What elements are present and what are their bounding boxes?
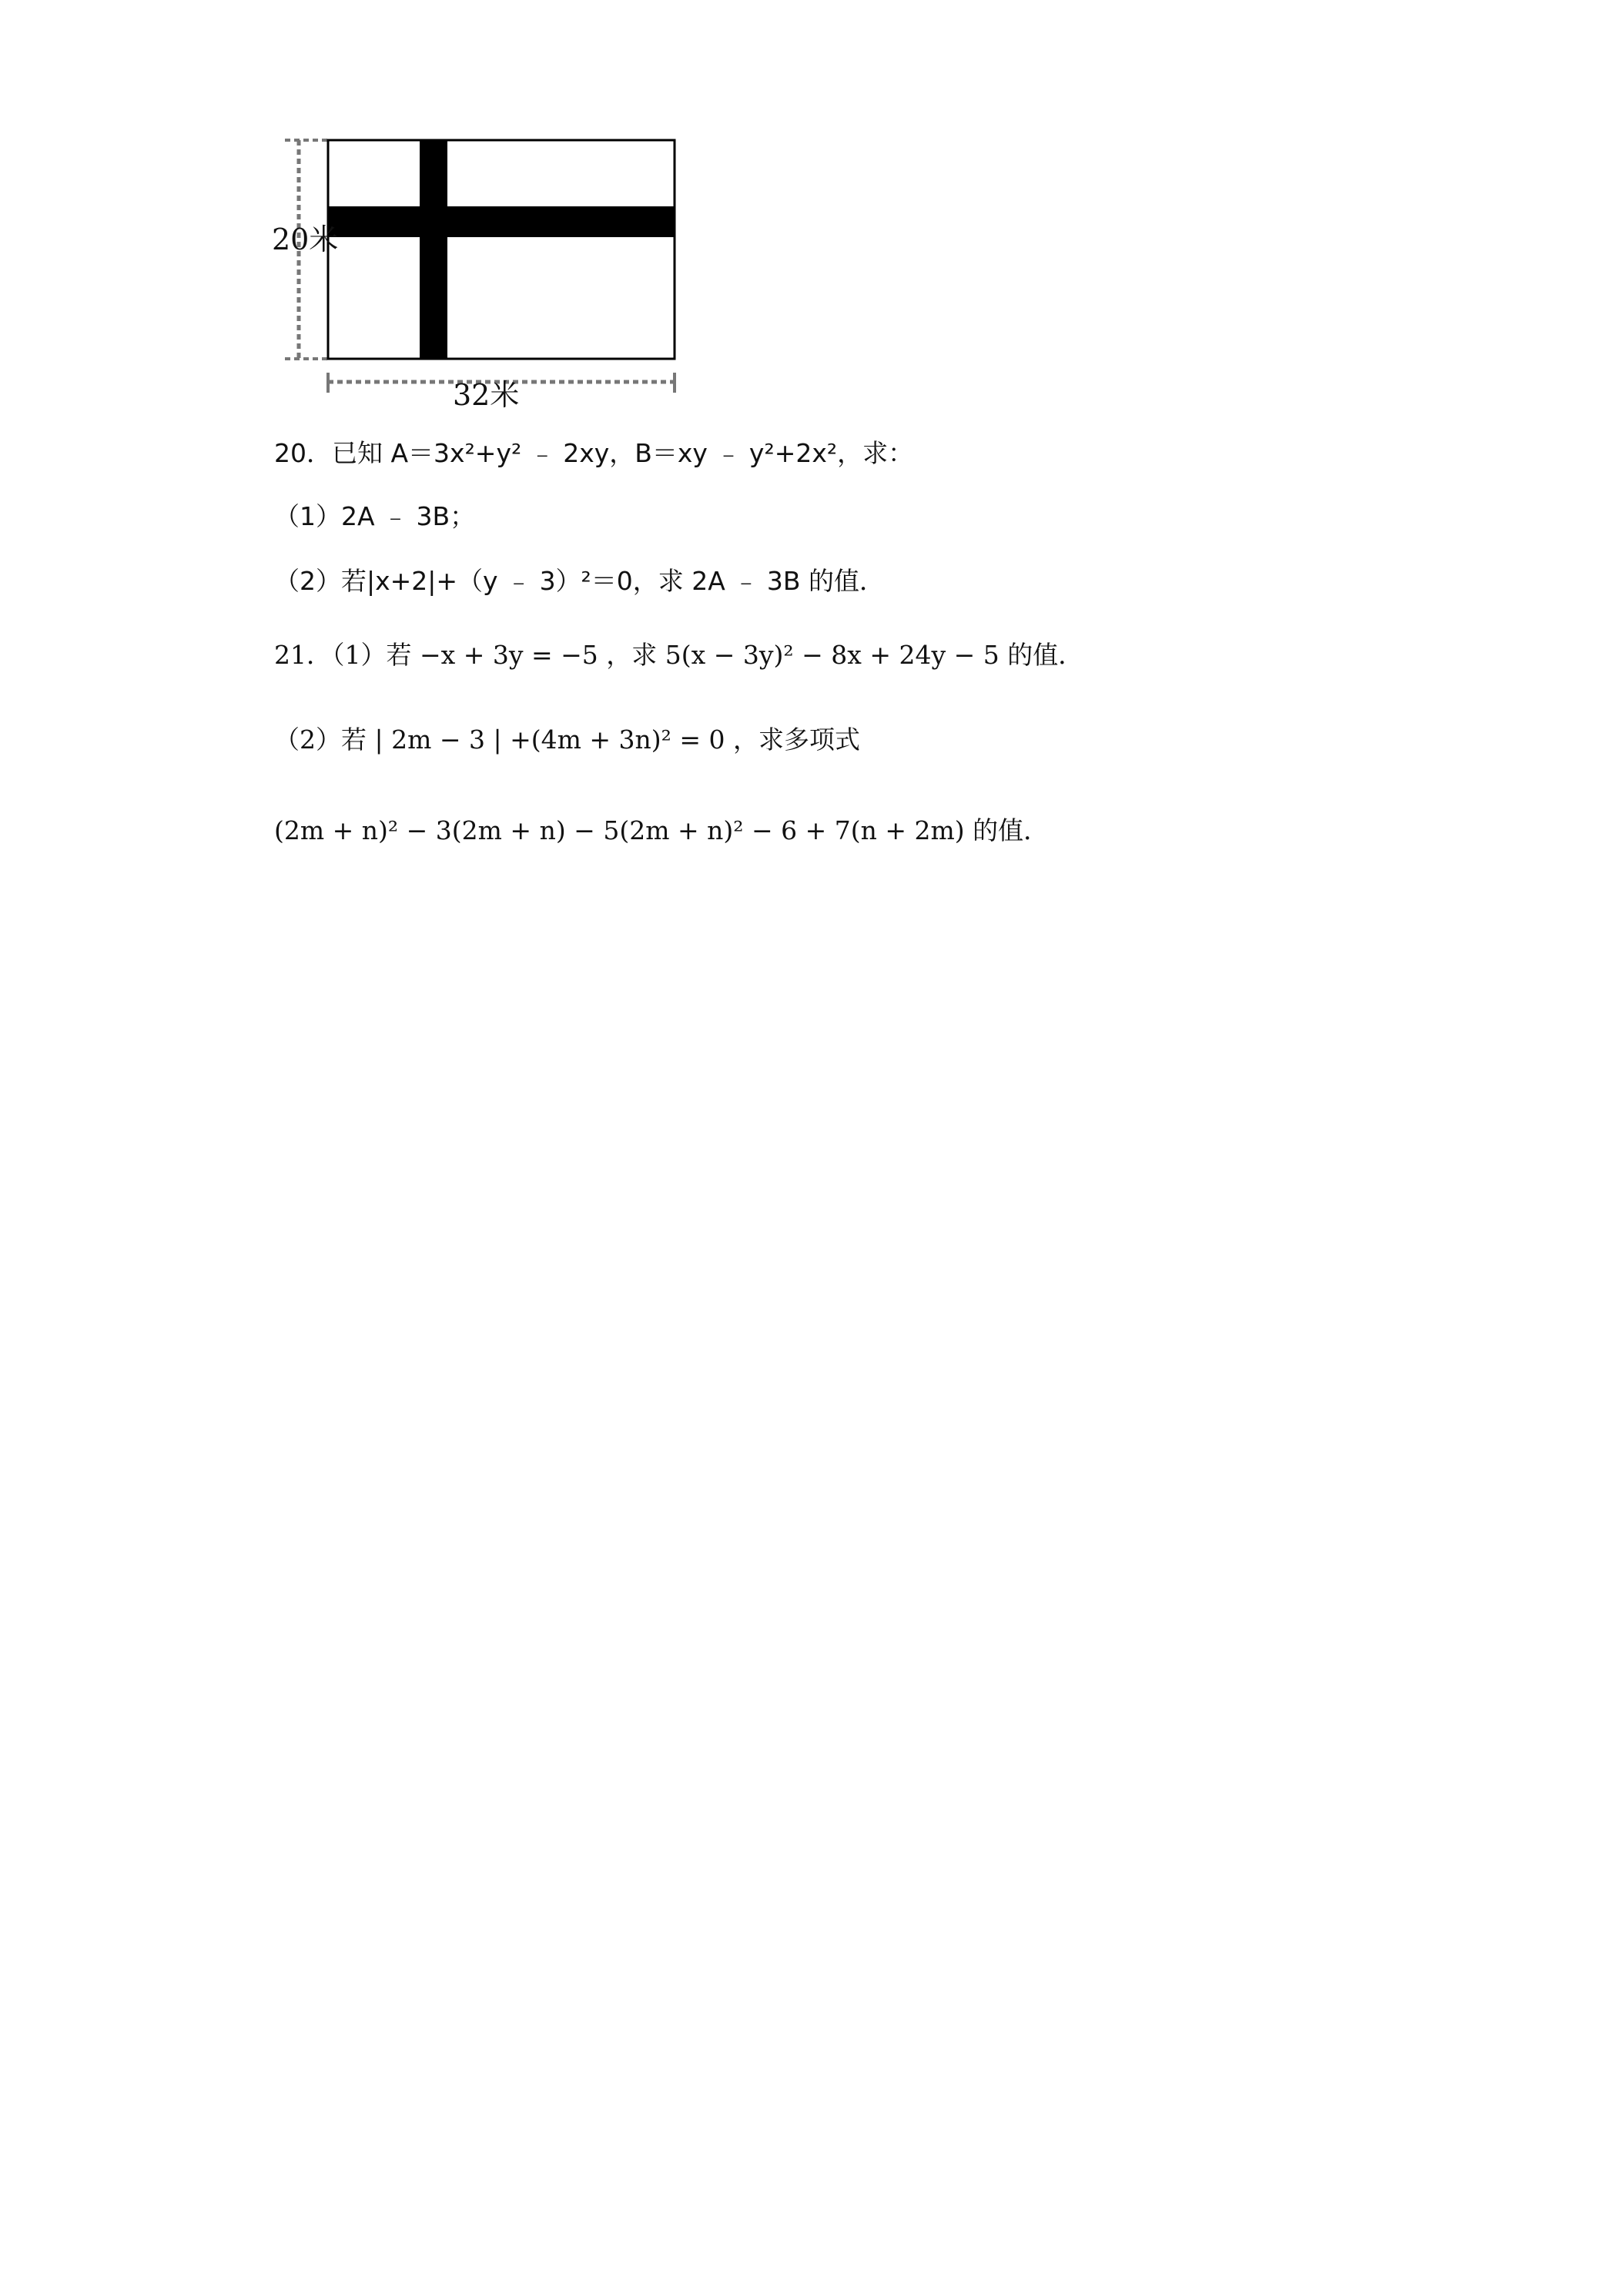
rectangle-outline — [328, 140, 675, 359]
question-20-stem: 20．已知 A＝3x²+y² ﹣ 2xy，B＝xy ﹣ y²+2x²，求： — [274, 438, 914, 468]
rectangle-diagram — [262, 131, 693, 408]
question-21-part-1: 21．（1）若 −x + 3y = −5 ，求 5(x − 3y)² − 8x + 24y − 5 的值． — [274, 640, 1084, 670]
question-20-part-2: （2）若|x+2|+（y ﹣ 3）²＝0，求 2A ﹣ 3B 的值． — [274, 566, 885, 596]
question-20-part-1: （1）2A ﹣ 3B； — [274, 501, 476, 531]
question-21-part-2: （2）若 | 2m − 3 | +(4m + 3n)² = 0 ，求多项式 — [274, 725, 861, 755]
horizontal-road — [328, 206, 675, 237]
width-label: 32米 — [453, 378, 520, 412]
vertical-road — [420, 140, 447, 359]
rectangle-figure — [262, 131, 693, 412]
height-label: 20米 — [272, 223, 339, 256]
question-21-part-2-expression: (2m + n)² − 3(2m + n) − 5(2m + n)² − 6 + 7(n + 2m) 的值． — [274, 815, 1050, 845]
